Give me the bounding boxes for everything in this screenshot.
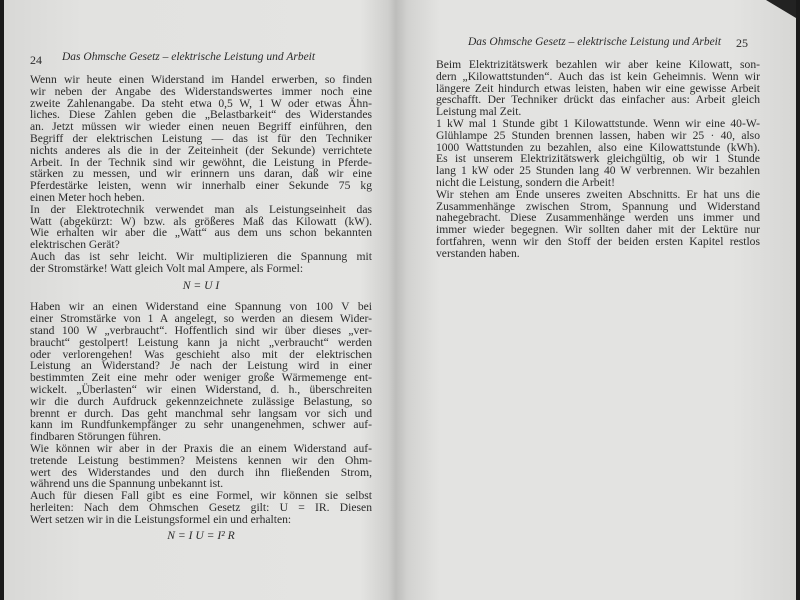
right-page-number: 25 [736,36,748,50]
paragraph [436,189,760,260]
text-line: der Stromstärke! Watt gleich Volt mal Ampere, als Formel: [30,261,304,275]
text-line: nichts anderes als die in der Zeiteinheit (der Sekunde) verrichtete [30,143,372,157]
text-line: Leistung mal Zeit. [436,105,522,119]
text-line: Begriff der elektrischen Leistung — das ist für den Techniker [30,131,372,145]
text-line: bestimmten Zeit eine mehr oder weniger große Wärmemenge ent- [30,371,372,385]
text-line: wir die durch Aufdruck gekennzeichnete zulässige Belastung, so [30,394,372,408]
text-line: stand 100 W „verbraucht“. Hoffentlich sind wir über dieses „ver- [30,323,372,337]
paragraph [30,443,372,490]
paragraph [436,118,760,189]
text-line: nahegebracht. Diese Zusammenhänge werden uns immer und [436,211,760,225]
text-line: herleiten: Nach dem Ohmschen Gesetz gilt: U = IR. Diesen [30,500,372,514]
text-line: Arbeit. In der Technik sind wir gewöhnt, die Leistung in Pferde- [30,155,372,169]
text-line: fortfahren, wenn wir den Stoff der beiden ersten Kapitel restlos [436,234,760,248]
text-line: Wie erhalten wir aber die „Watt“ aus dem uns schon bekannten [30,226,372,240]
paragraph [436,59,760,118]
text-line: Glühlampe 25 Stunden brennen lassen, haben wir 25 · 40, also [436,128,760,142]
text-line: längere Zeit hindurch etwas leisten, haben wir eine gewisse Arbeit [436,81,760,95]
text-line: Zusammenhänge zwischen Strom, Spannung und Widerstand [436,199,760,213]
book-spread [4,0,796,600]
text-line: wert des Widerstandes und den durch ihn fließenden Strom, [30,465,372,479]
text-line: Auch für diesen Fall gibt es eine Formel, wir können sie selbst [30,489,372,503]
text-line: Es ist unserem Elektrizitätswerk gleichgültig, ob wir 1 Stunde [436,152,760,166]
text-line: Haben wir an einen Widerstand eine Spannung von 100 V bei [30,300,372,314]
text-line: einen Meter hoch heben. [30,190,145,204]
text-line: nicht die Leistung, sondern die Arbeit! [436,175,616,189]
formula: N = U I [182,278,220,292]
text-line: einer Stromstärke von 1 A angelegt, so werden an diesem Wider- [30,312,372,326]
text-line: tretende Leistung bestimmen? Meistens kennen wir den Ohm- [30,453,372,467]
paragraph [30,74,372,204]
text-line: wickelt. „Überlasten“ wir einen Widerstand, d. h., überschreiten [30,382,372,396]
paragraph [30,204,372,251]
paragraph [30,490,372,525]
left-page-number: 24 [30,53,42,67]
left-page-text [30,74,372,552]
right-page-text [436,59,760,260]
text-line: lang 1 kW oder 25 Stunden lang 40 W verbrennen. Wir bezahlen [436,164,760,178]
text-line: 1 kW mal 1 Stunde gibt 1 Kilowattstunde. Wenn wir eine 40-W- [436,116,760,130]
text-line: Pferdestärke leisten, wenn wir innerhalb einer Sekunde 75 kg [30,179,372,193]
text-line: immer wieder begegnen. Wir sollten daher mit der Lektüre nur [436,223,760,237]
text-line: Leistung an Widerstand? Je nach der Leistung wird in einer [30,359,372,373]
text-line: brennt er durch. Das geht manchmal sehr langsam vor sich und [30,406,372,420]
text-line: Wir stehen am Ende unseres zweiten Abschnitts. Er hat uns die [436,187,760,201]
text-line: liches. Diese Zahlen geben die „Belastbarkeit“ des Widerstandes [30,108,372,122]
text-line: Wert setzen wir in die Leistungsformel ein und erhalten: [30,512,292,526]
text-line: oder verlorengehen! Was geschieht also mit der elektrischen [30,347,372,361]
text-line: In der Elektrotechnik verwendet man als Leistungseinheit das [30,202,372,216]
paragraph [30,251,372,275]
text-line: findbaren Störungen führen. [30,430,162,444]
text-line: elektrischen Gerät? [30,238,120,252]
text-line: Auch das ist sehr leicht. Wir multiplizieren die Spannung mit [30,249,372,263]
formula: N = I U = I² R [167,529,235,543]
text-line: Wenn wir heute einen Widerstand im Handel erwerben, so finden [30,73,372,86]
text-line: während uns die Spannung unbekannt ist. [30,477,224,491]
text-line: Beim Elektrizitätswerk bezahlen wir aber keine Kilowatt, son- [436,58,760,71]
text-line: dern „Kilowattstunden“. Auch das ist kein Geheimnis. Wenn wir [436,69,760,83]
text-line: Watt (abgekürzt: W) bzw. als größeres Maß das Kilowatt (kW). [30,214,372,228]
text-line: wir neben der Angabe des Widerstandswertes immer noch eine [30,84,372,98]
text-line: kann im Rundfunkempfänger zu sehr unangenehmen, schwer auf- [30,418,372,432]
right-running-head: Das Ohmsche Gesetz – elektrische Leistung und Arbeit [468,36,722,48]
paragraph [30,301,372,443]
text-line: verstanden haben. [436,246,520,260]
text-line: braucht“ gestolpert! Leistung kann ja nicht „verbraucht“ werden [30,335,372,349]
text-line: an. Jetzt müssen wir wieder einen neuen Begriff einführen, den [30,120,372,134]
text-line: geschafft. Der Techniker drückt das einfacher aus: Arbeit gleich [436,93,760,107]
scan-corner-shadow [766,0,796,18]
text-line: Wie können wir aber in der Praxis die an einem Widerstand auf- [30,441,372,455]
left-running-head: Das Ohmsche Gesetz – elektrische Leistung und Arbeit [62,51,316,63]
text-line: zweite Zahlenangabe. Da steht etwa 0,5 W, 1 W oder etwas Ähn- [30,96,372,110]
text-line: 1000 Wattstunden zu bezahlen, also eine Kilowattstunde (kWh). [436,140,760,154]
text-line: stärken zu messen, und wir erinnern uns daran, daß wir eine [30,167,372,181]
